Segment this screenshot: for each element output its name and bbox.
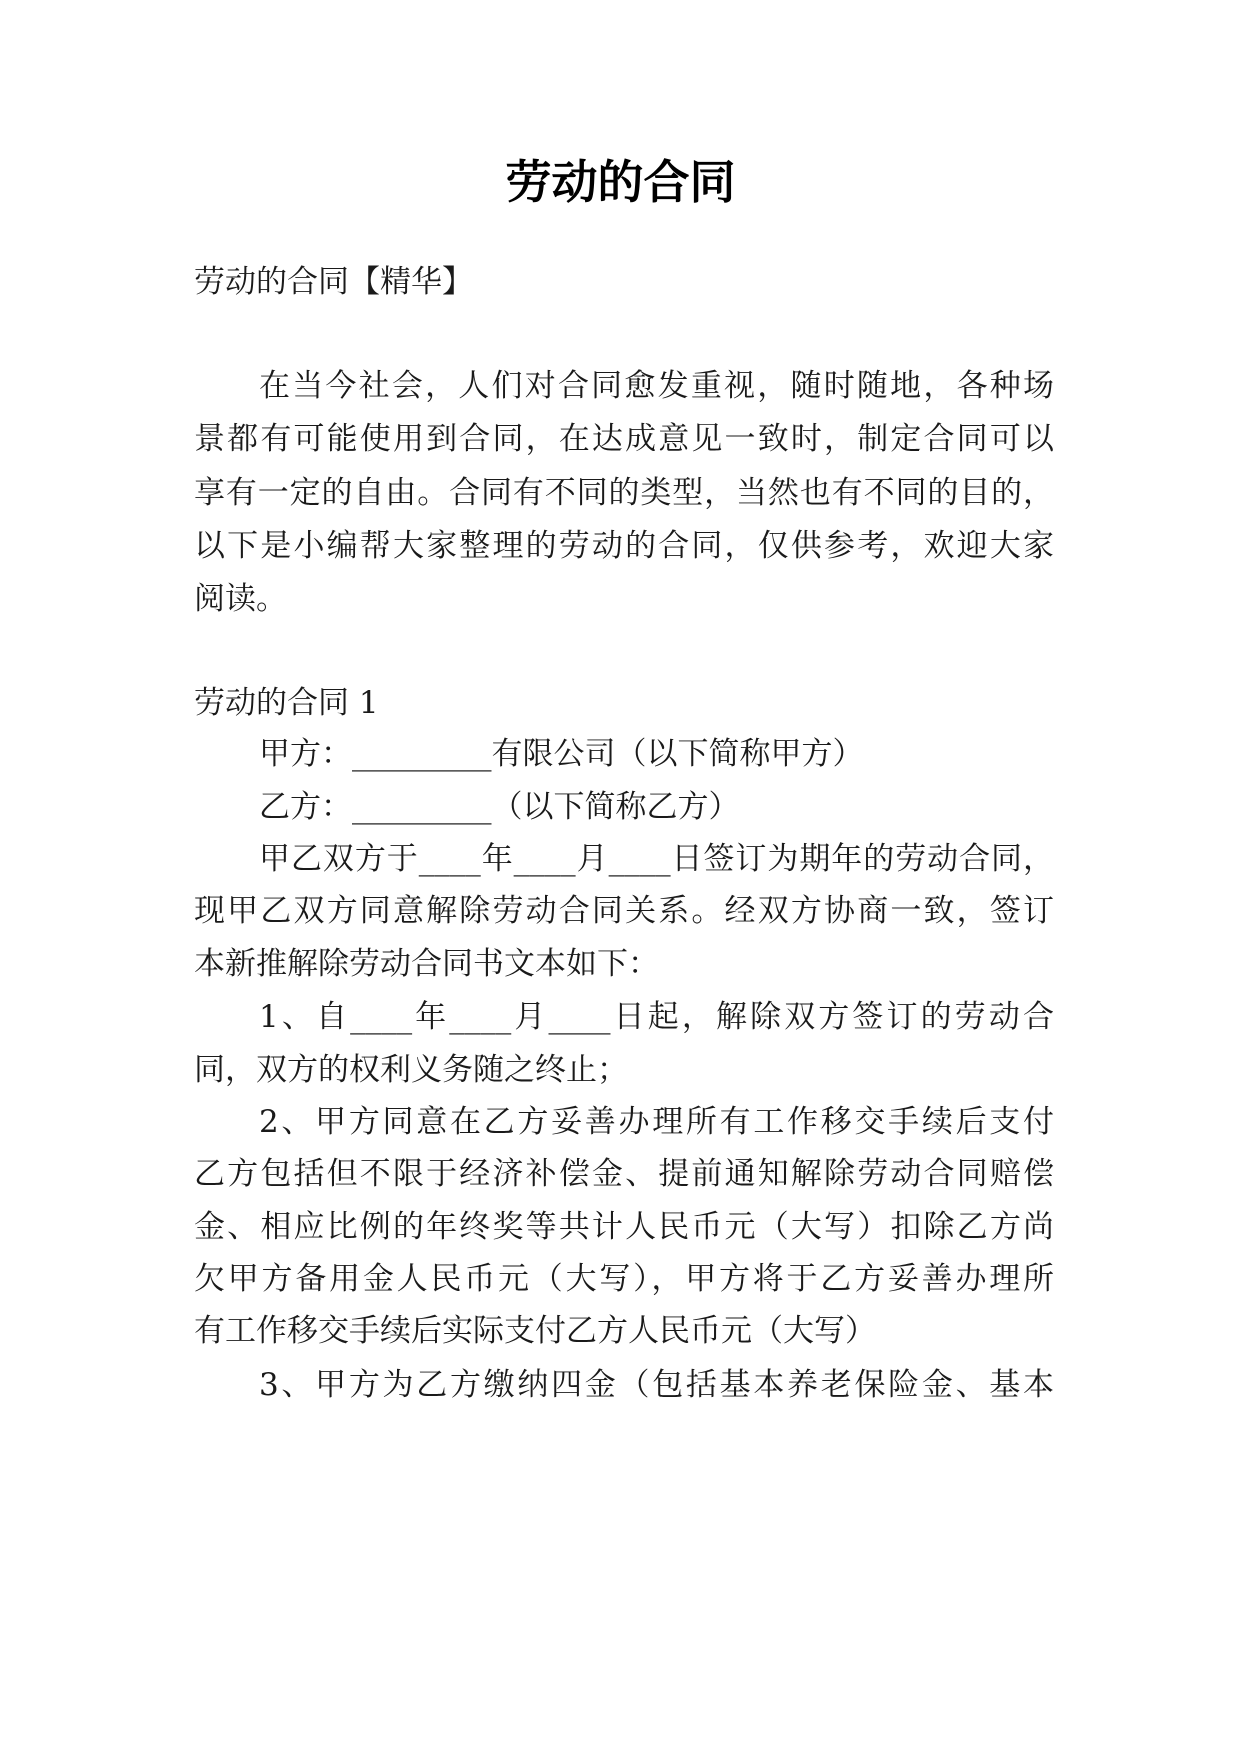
clause-2-line-3: 金、相应比例的年终奖等共计人民币元（大写）扣除乙方尚 [194, 1209, 1054, 1245]
party-b-line: 乙方：_________（以下简称乙方） [259, 789, 740, 825]
body-line-2: 现甲乙双方同意解除劳动合同关系。经双方协商一致，签订 [194, 893, 1054, 929]
clause-2-line-4: 欠甲方备用金人民币元（大写），甲方将于乙方妥善办理所 [194, 1261, 1054, 1297]
clause-1-line-1: 1、自____年____月____日起，解除双方签订的劳动合 [259, 999, 1054, 1035]
intro-line-3: 享有一定的自由。合同有不同的类型，当然也有不同的目的， [194, 475, 1054, 511]
clause-3-line-1: 3、甲方为乙方缴纳四金（包括基本养老保险金、基本 [259, 1367, 1054, 1403]
party-a-line: 甲方：_________有限公司（以下简称甲方） [259, 736, 864, 772]
clause-2-line-1: 2、甲方同意在乙方妥善办理所有工作移交手续后支付 [259, 1104, 1054, 1140]
document-title: 劳动的合同 [505, 155, 736, 209]
subtitle-line: 劳动的合同【精华】 [194, 264, 473, 300]
clause-2-line-2: 乙方包括但不限于经济补偿金、提前通知解除劳动合同赔偿 [194, 1156, 1054, 1192]
body-line-3: 本新推解除劳动合同书文本如下： [194, 946, 659, 982]
body-line-1: 甲乙双方于____年____月____日签订为期年的劳动合同， [259, 841, 1054, 877]
clause-1-line-2: 同，双方的权利义务随之终止； [194, 1052, 628, 1088]
intro-line-2: 景都有可能使用到合同，在达成意见一致时，制定合同可以 [194, 421, 1054, 457]
intro-line-4: 以下是小编帮大家整理的劳动的合同，仅供参考，欢迎大家 [194, 528, 1054, 564]
intro-line-5: 阅读。 [194, 581, 287, 617]
section-heading: 劳动的合同 1 [194, 685, 379, 721]
intro-line-1: 在当今社会，人们对合同愈发重视，随时随地，各种场 [259, 368, 1054, 404]
clause-2-line-5: 有工作移交手续后实际支付乙方人民币元（大写） [194, 1313, 876, 1349]
